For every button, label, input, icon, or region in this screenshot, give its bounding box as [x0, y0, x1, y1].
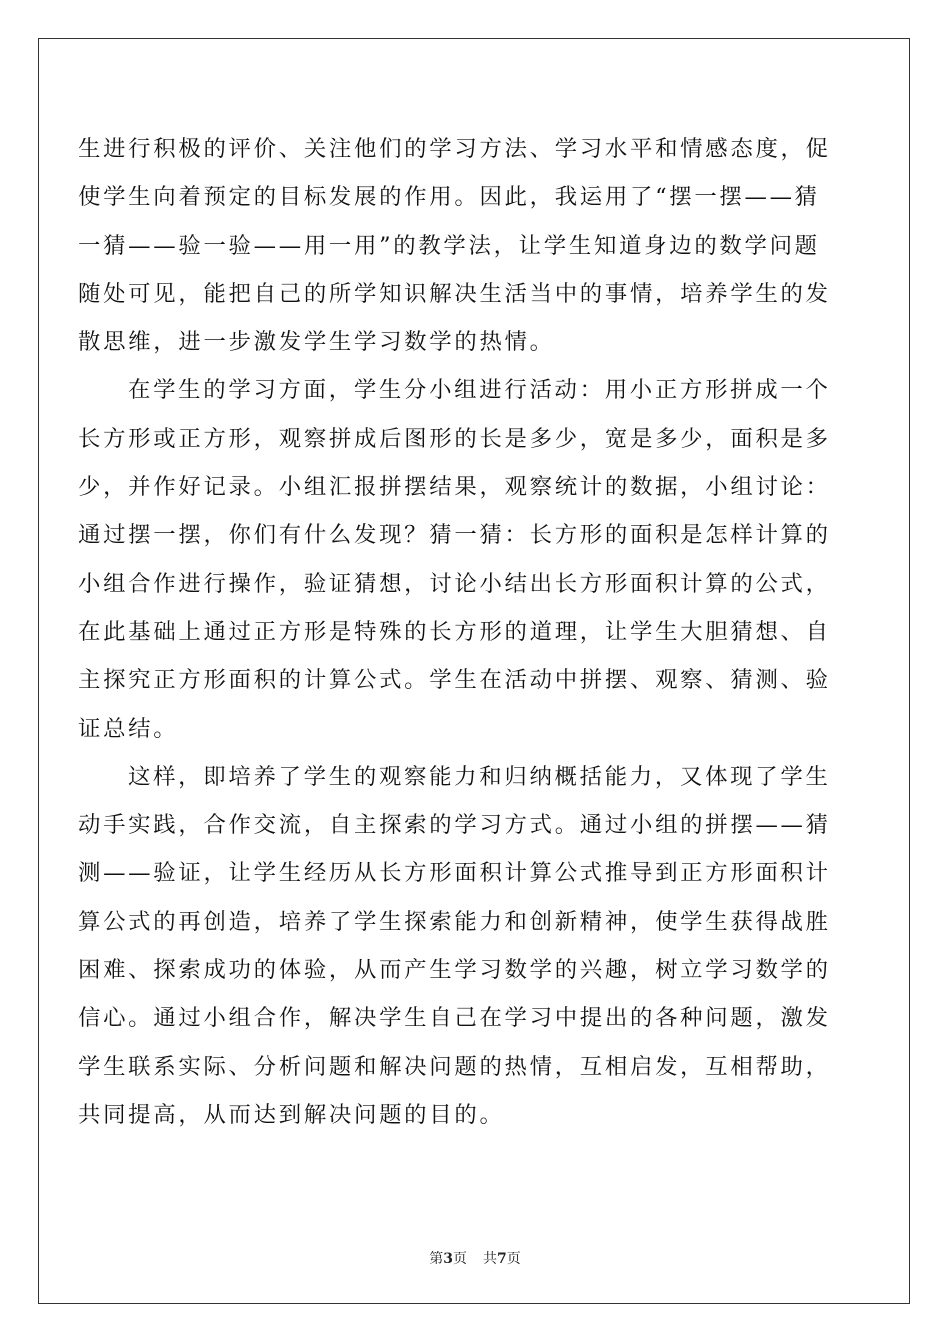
- paragraph-line: 在学生的学习方面，学生分小组进行活动：用小正方形拼成一个: [128, 377, 831, 404]
- paragraph-line: 测——验证，让学生经历从长方形面积计算公式推导到正方形面积计: [78, 860, 831, 887]
- paragraph-line: 在此基础上通过正方形是特殊的长方形的道理，让学生大胆猜想、自: [78, 618, 831, 645]
- paragraph-line: 动手实践，合作交流，自主探索的学习方式。通过小组的拼摆——猜: [78, 812, 831, 839]
- paragraph-line: 一猜——验一验——用一用”的教学法，让学生知道身边的数学问题: [78, 232, 820, 259]
- page-current: 3: [443, 1251, 453, 1267]
- paragraph-1: [78, 125, 838, 366]
- total-prefix: 共: [483, 1251, 497, 1267]
- paragraph-line: 长方形或正方形，观察拼成后图形的长是多少，宽是多少，面积是多: [78, 425, 831, 452]
- paragraph-line: 使学生向着预定的目标发展的作用。因此，我运用了“摆一摆——猜: [78, 184, 820, 211]
- paragraph-line: 小组合作进行操作，验证猜想，讨论小结出长方形面积计算的公式，: [78, 570, 831, 597]
- paragraph-line: 证总结。: [78, 715, 179, 742]
- paragraph-2: [78, 366, 838, 752]
- paragraph-line: 生进行积极的评价、关注他们的学习方法、学习水平和情感态度，促: [78, 136, 831, 162]
- total-suffix: 页: [506, 1251, 521, 1267]
- paragraph-line: 这样，即培养了学生的观察能力和归纳概括能力，又体现了学生: [128, 763, 831, 790]
- page-suffix: 页: [453, 1251, 467, 1267]
- paragraph-line: 信心。通过小组合作，解决学生自己在学习中提出的各种问题，激发: [78, 1005, 831, 1032]
- paragraph-line: 算公式的再创造，培养了学生探索能力和创新精神，使学生获得战胜: [78, 908, 831, 935]
- paragraph-3: [78, 753, 838, 1139]
- page-footer: [0, 1248, 950, 1268]
- paragraph-line: 通过摆一摆，你们有什么发现？猜一猜：长方形的面积是怎样计算的: [78, 522, 831, 549]
- paragraph-line: 困难、探索成功的体验，从而产生学习数学的兴趣，树立学习数学的: [78, 957, 831, 984]
- paragraph-line: 少，并作好记录。小组汇报拼摆结果，观察统计的数据，小组讨论：: [78, 474, 831, 501]
- document-body: [78, 125, 838, 1139]
- page-total: 7: [497, 1251, 507, 1267]
- page-prefix: 第: [429, 1251, 444, 1267]
- paragraph-line: 共同提高，从而达到解决问题的目的。: [78, 1101, 505, 1128]
- paragraph-line: 主探究正方形面积的计算公式。学生在活动中拼摆、观察、猜测、验: [78, 667, 831, 694]
- paragraph-line: 随处可见，能把自己的所学知识解决生活当中的事情，培养学生的发: [78, 280, 831, 307]
- paragraph-line: 散思维，进一步激发学生学习数学的热情。: [78, 329, 555, 356]
- paragraph-line: 学生联系实际、分析问题和解决问题的热情，互相启发，互相帮助，: [78, 1053, 831, 1080]
